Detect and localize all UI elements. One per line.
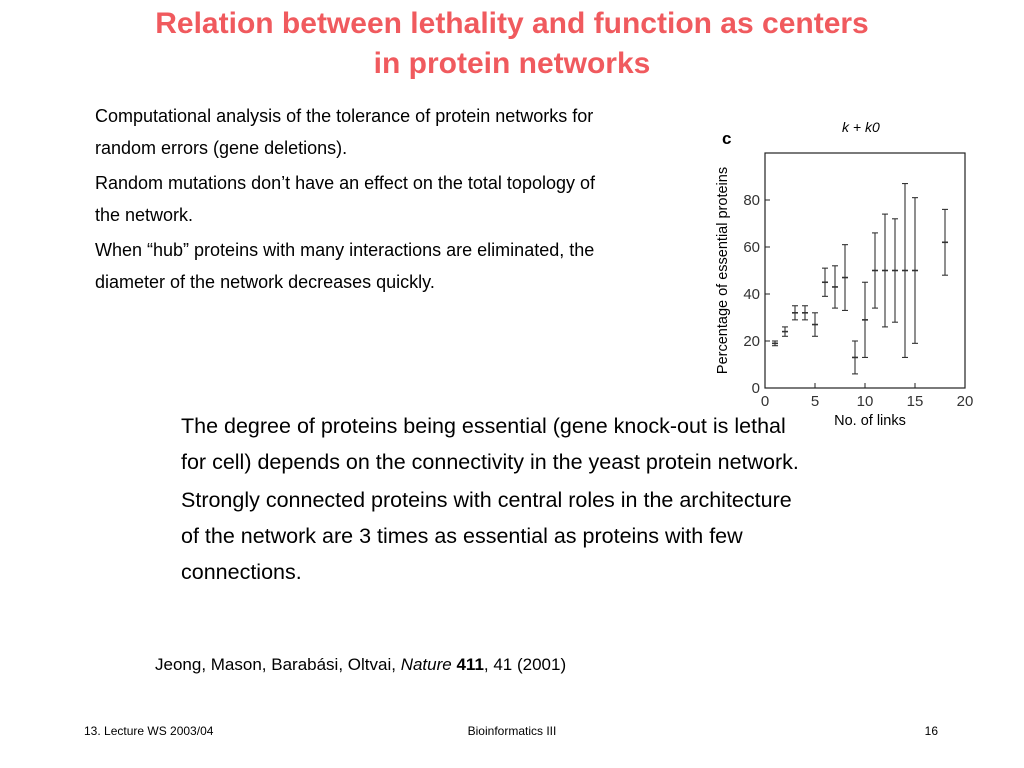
x-tick-label: 15 [906,393,924,410]
citation-authors: Jeong, Mason, Barabási, Oltvai, [155,655,396,674]
panel-label: c [722,129,732,148]
y-tick-label: 60 [743,239,760,256]
essential-proteins-figure [690,108,990,433]
chart-marks [772,184,948,374]
x-tick-label: 10 [856,393,874,410]
left-paragraph: Random mutations don’t have an effect on the total topology of the network. [95,173,596,225]
chart-ticks [743,192,973,410]
main-paragraph: The degree of proteins being essential (gene knock-out is lethal for cell) depends on the connectivity in the yeast protein network. [181,414,799,474]
x-tick-label: 0 [760,393,770,410]
citation [155,655,566,675]
chart-annotation: k + k0 [842,119,880,135]
footer-lecture: 13. Lecture WS 2003/04 [84,724,214,738]
x-axis-label: No. of links [834,413,906,429]
footer-course: Bioinformatics III [467,724,557,738]
citation-volume: 411 [456,655,484,674]
y-axis-label: Percentage of essential proteins [715,166,731,375]
x-tick-label: 20 [956,393,974,410]
left-text-block [95,100,625,301]
y-tick-label: 20 [743,333,760,350]
main-text-block [181,408,811,592]
slide-title [60,4,964,84]
x-tick-label: 5 [810,393,820,410]
left-paragraph: Computational analysis of the tolerance of protein networks for random errors (gene deletions). [95,106,594,158]
y-tick-label: 80 [743,192,760,209]
footer-page-number: 16 [924,724,938,738]
title-line-1: Relation between lethality and function as centers [155,7,869,40]
y-tick-label: 0 [751,380,760,397]
left-paragraph: When “hub” proteins with many interactions are eliminated, the diameter of the network decreases quickly. [95,240,595,292]
scatter-chart [690,108,990,433]
citation-pages: , 41 (2001) [483,655,567,674]
title-line-2: in protein networks [373,47,651,80]
y-tick-label: 40 [743,286,760,303]
citation-journal: Nature [400,655,452,674]
main-paragraph: Strongly connected proteins with central roles in the architecture of the network are 3 times as essential as proteins with few connections. [181,488,792,584]
